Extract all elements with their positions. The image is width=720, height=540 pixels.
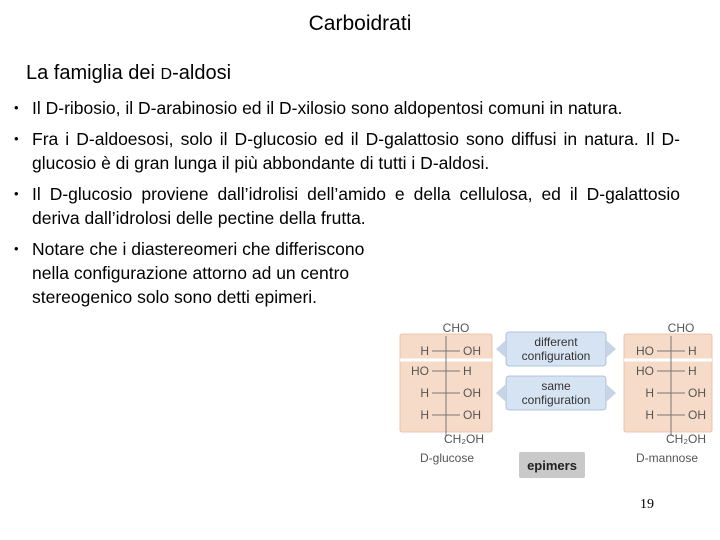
glucose-r3-left: H	[420, 386, 429, 400]
bullet-idrolisi: • Il D-glucosio proviene dall’idrolisi dell’amido e della cellulosa, ed il D-galattosio deriva dall’idrolosi delle pectine della frutta.	[12, 182, 680, 230]
bullet-aldoesosi: • Fra i D-aldoesosi, solo il D-glucosio ed il D-galattosio sono diffusi in natura. Il D-glucosio è di gran lunga il più abbondante di tutti i D-aldosi.	[12, 127, 680, 175]
glucose-r1-left: H	[420, 344, 429, 358]
mannose-r2-left: HO	[636, 364, 654, 378]
same-left-arrow	[496, 384, 506, 402]
mannose-name: D-mannose	[636, 451, 699, 465]
glucose-bottom: CH₂OH	[444, 432, 484, 446]
mannose-r3-left: H	[645, 386, 654, 400]
mannose-r2-right: H	[688, 364, 697, 378]
same-label-line2: configuration	[521, 393, 591, 407]
glucose-name: D-glucose	[420, 451, 475, 465]
glucose-r4-left: H	[420, 408, 429, 422]
different-right-arrow	[606, 340, 616, 358]
glucose-r2-right: H	[463, 364, 472, 378]
mannose-bottom: CH₂OH	[666, 432, 706, 446]
same-label-line1: same	[541, 379, 571, 393]
epimers-label: epimers	[527, 458, 577, 473]
glucose-top: CHO	[442, 321, 470, 335]
different-label-line1: different	[534, 335, 578, 349]
page-number: 19	[640, 497, 654, 512]
subtitle-pre: La famiglia dei	[26, 62, 161, 84]
same-right-arrow	[606, 384, 616, 402]
mannose-r3-right: OH	[688, 386, 706, 400]
slide-title: Carboidrati	[308, 12, 412, 35]
mannose-r1-left: HO	[636, 344, 654, 358]
mannose-r4-right: OH	[688, 408, 706, 422]
bullet-aldopentosi: • Il D-ribosio, il D-arabinosio ed il D-xilosio sono aldopentosi comuni in natura.	[12, 96, 680, 120]
subtitle-post: -aldosi	[172, 62, 232, 84]
bullet-epimeri: • Notare che i diastereomeri che differiscono nella configurazione attorno ad un centro stereogenico solo sono detti epimeri.	[12, 237, 392, 309]
slide-subtitle	[26, 62, 231, 85]
different-left-arrow	[496, 340, 506, 358]
different-label-line2: configuration	[521, 349, 591, 363]
glucose-r4-right: OH	[463, 408, 481, 422]
glucose-r2-left: HO	[411, 364, 429, 378]
epimers-figure	[396, 312, 714, 492]
subtitle-small-caps-d: D	[160, 66, 173, 83]
mannose-top: CHO	[667, 321, 695, 335]
epimers-diagram	[396, 312, 714, 492]
glucose-r1-right: OH	[463, 344, 481, 358]
glucose-r3-right: OH	[463, 386, 481, 400]
mannose-r4-left: H	[645, 408, 654, 422]
mannose-r1-right: H	[688, 344, 697, 358]
bullet-list	[12, 96, 680, 316]
